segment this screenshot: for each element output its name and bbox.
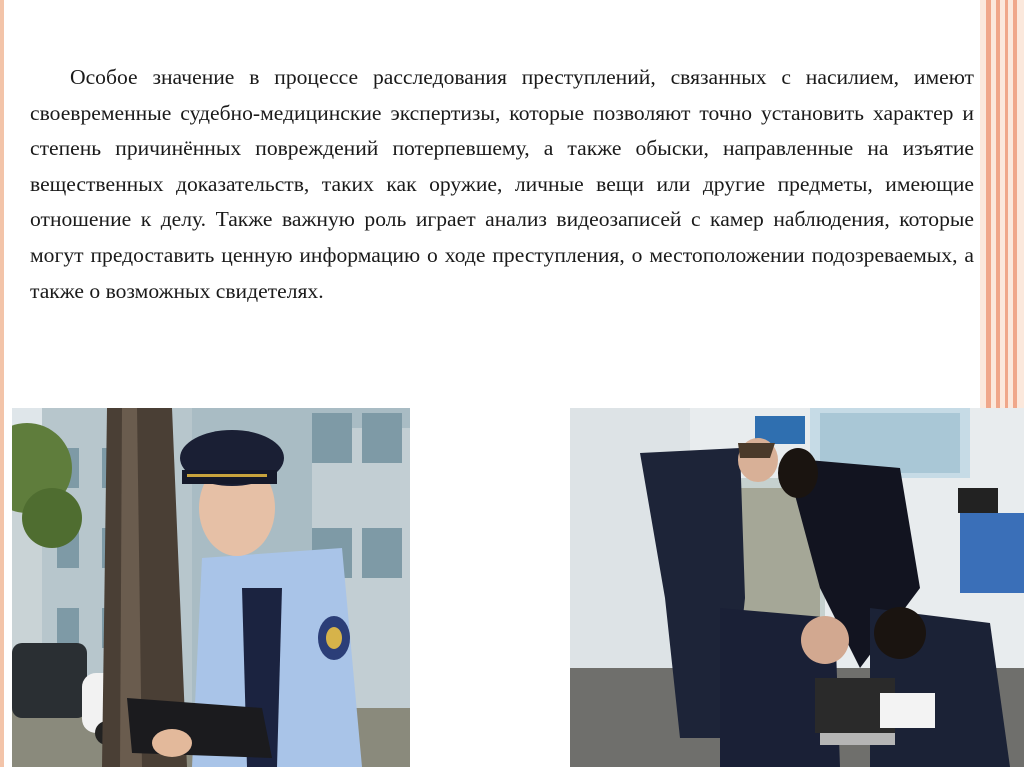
slide — [4, 0, 980, 767]
photo-police-officer — [12, 408, 410, 767]
photo-officers-investigation — [570, 408, 1024, 767]
photo-police-officer-image — [12, 408, 410, 767]
photo-officers-investigation-image — [570, 408, 1024, 767]
slide-paragraph: Особое значение в процессе расследования преступлений, связанных с насилием, имеют своевременные судебно-медицинские экспертизы, которые позволяют точно установить характер и степень причинённых повреждений потерпевшему, а также обыски, направленные на изъятие вещественных доказательств, таких как оружие, личные вещи или другие предметы, имеющие отношение к делу. Также важную роль играет анализ видеозаписей с камер наблюдения, которые могут предоставить ценную информацию о ходе преступления, о местоположении подозреваемых, а также о возможных свидетелях. — [30, 65, 974, 303]
